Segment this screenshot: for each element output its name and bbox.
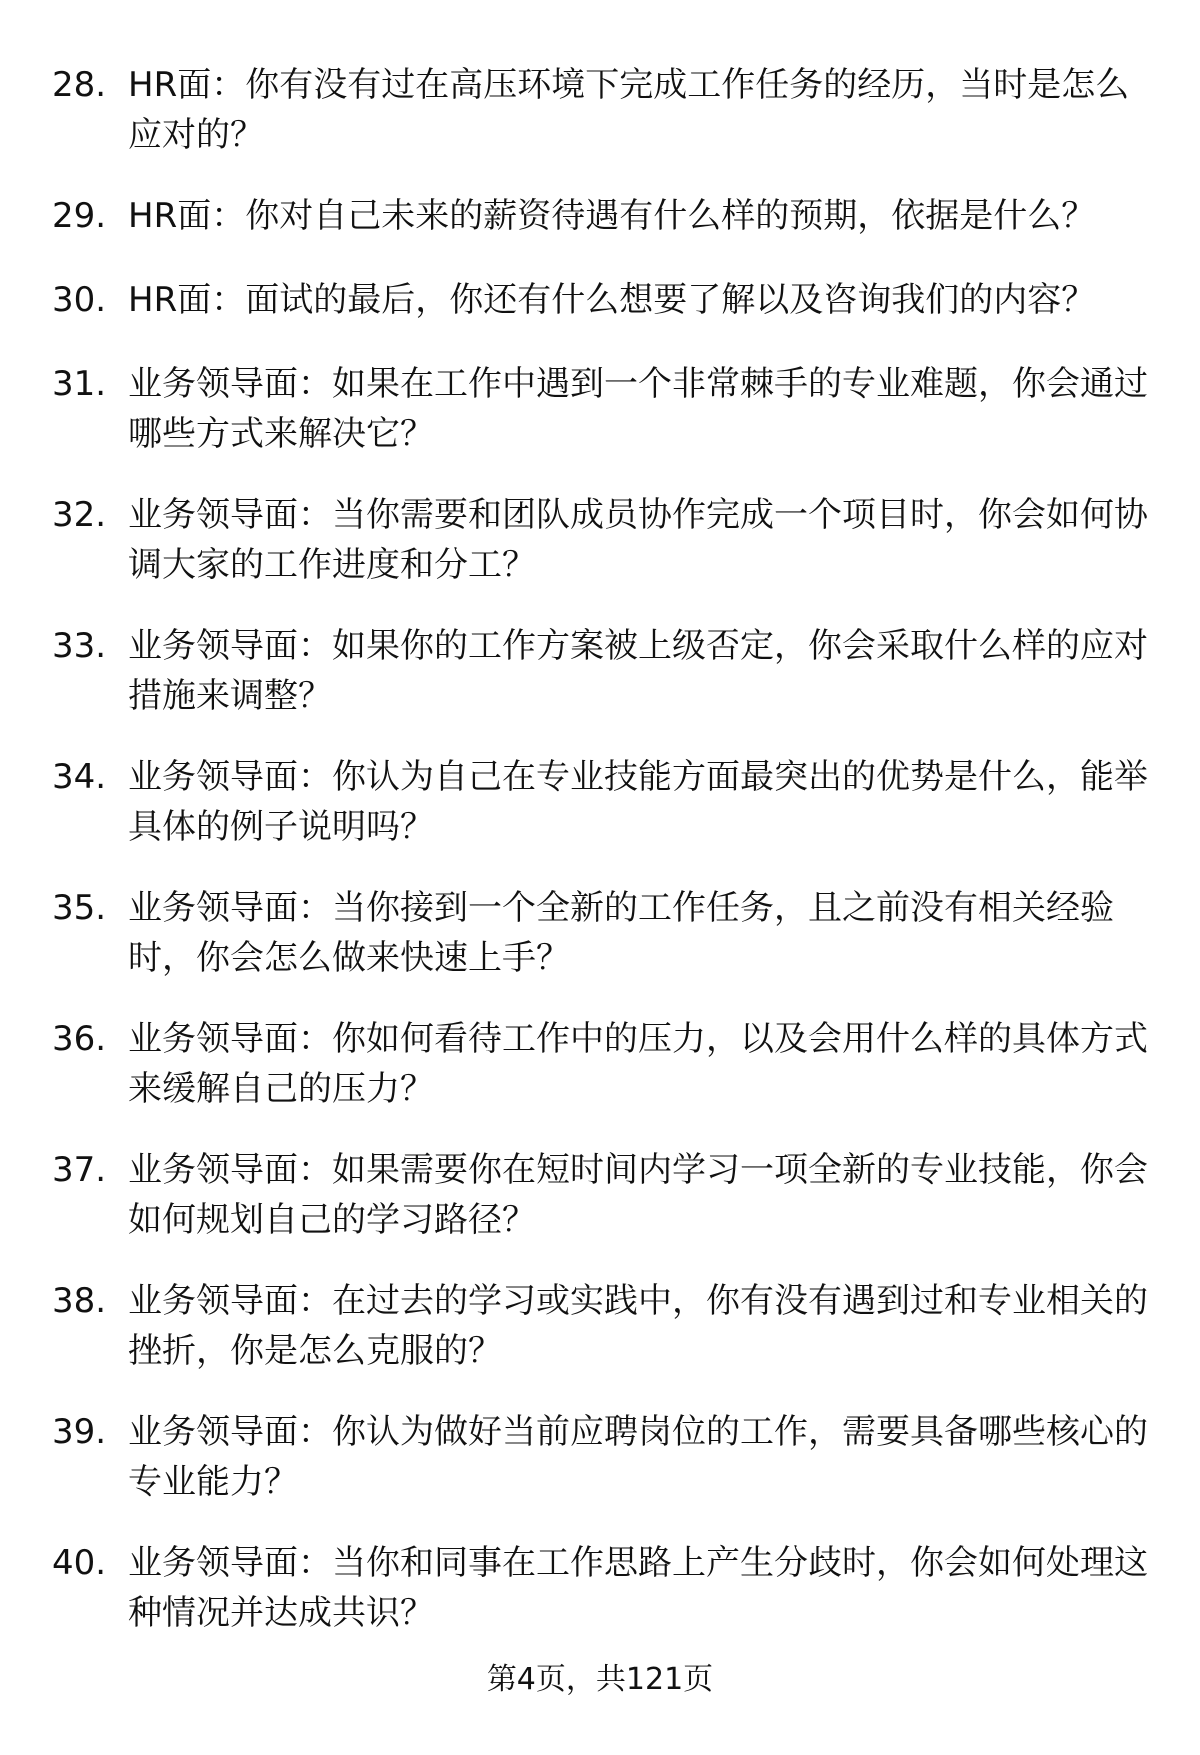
question-list <box>52 60 1152 1669</box>
question-text: 业务领导面：当你接到一个全新的工作任务，且之前没有相关经验时，你会怎么做来快速上手？ <box>128 888 1114 978</box>
question-number: 31. <box>52 364 107 404</box>
question-text: 业务领导面：在过去的学习或实践中，你有没有遇到过和专业相关的挫折，你是怎么克服的？ <box>128 1281 1148 1371</box>
question-item <box>52 191 1152 241</box>
question-text: 业务领导面：当你需要和团队成员协作完成一个项目时，你会如何协调大家的工作进度和分工？ <box>128 495 1148 585</box>
question-item <box>52 1276 1152 1376</box>
question-number: 34. <box>52 757 107 797</box>
question-item <box>52 490 1152 590</box>
question-text: 业务领导面：当你和同事在工作思路上产生分歧时，你会如何处理这种情况并达成共识？ <box>128 1543 1148 1633</box>
question-text: HR面：你有没有过在高压环境下完成工作任务的经历，当时是怎么应对的？ <box>128 65 1130 155</box>
question-item <box>52 1538 1152 1638</box>
question-number: 28. <box>52 65 107 105</box>
question-item <box>52 1014 1152 1114</box>
question-number: 38. <box>52 1281 107 1321</box>
question-number: 33. <box>52 626 107 666</box>
page-footer: 第4页，共121页 <box>486 1662 714 1697</box>
question-item <box>52 60 1152 160</box>
question-text: 业务领导面：如果在工作中遇到一个非常棘手的专业难题，你会通过哪些方式来解决它？ <box>128 364 1148 454</box>
question-number: 36. <box>52 1019 107 1059</box>
question-item <box>52 275 1152 325</box>
question-number: 29. <box>52 196 107 236</box>
question-item <box>52 359 1152 459</box>
question-item <box>52 1407 1152 1507</box>
question-item <box>52 752 1152 852</box>
question-text: HR面：你对自己未来的薪资待遇有什么样的预期，依据是什么？ <box>128 196 1096 236</box>
question-text: 业务领导面：如果你的工作方案被上级否定，你会采取什么样的应对措施来调整？ <box>128 626 1148 716</box>
question-number: 35. <box>52 888 107 928</box>
question-text: 业务领导面：你认为自己在专业技能方面最突出的优势是什么，能举具体的例子说明吗？ <box>128 757 1148 847</box>
question-number: 30. <box>52 280 107 320</box>
question-number: 40. <box>52 1543 107 1583</box>
question-item <box>52 883 1152 983</box>
question-number: 39. <box>52 1412 107 1452</box>
question-text: 业务领导面：你如何看待工作中的压力，以及会用什么样的具体方式来缓解自己的压力？ <box>128 1019 1148 1109</box>
question-item <box>52 621 1152 721</box>
question-number: 37. <box>52 1150 107 1190</box>
question-text: 业务领导面：你认为做好当前应聘岗位的工作，需要具备哪些核心的专业能力？ <box>128 1412 1148 1502</box>
question-text: 业务领导面：如果需要你在短时间内学习一项全新的专业技能，你会如何规划自己的学习路径？ <box>128 1150 1148 1240</box>
question-text: HR面：面试的最后，你还有什么想要了解以及咨询我们的内容？ <box>128 280 1096 320</box>
question-number: 32. <box>52 495 107 535</box>
question-item <box>52 1145 1152 1245</box>
